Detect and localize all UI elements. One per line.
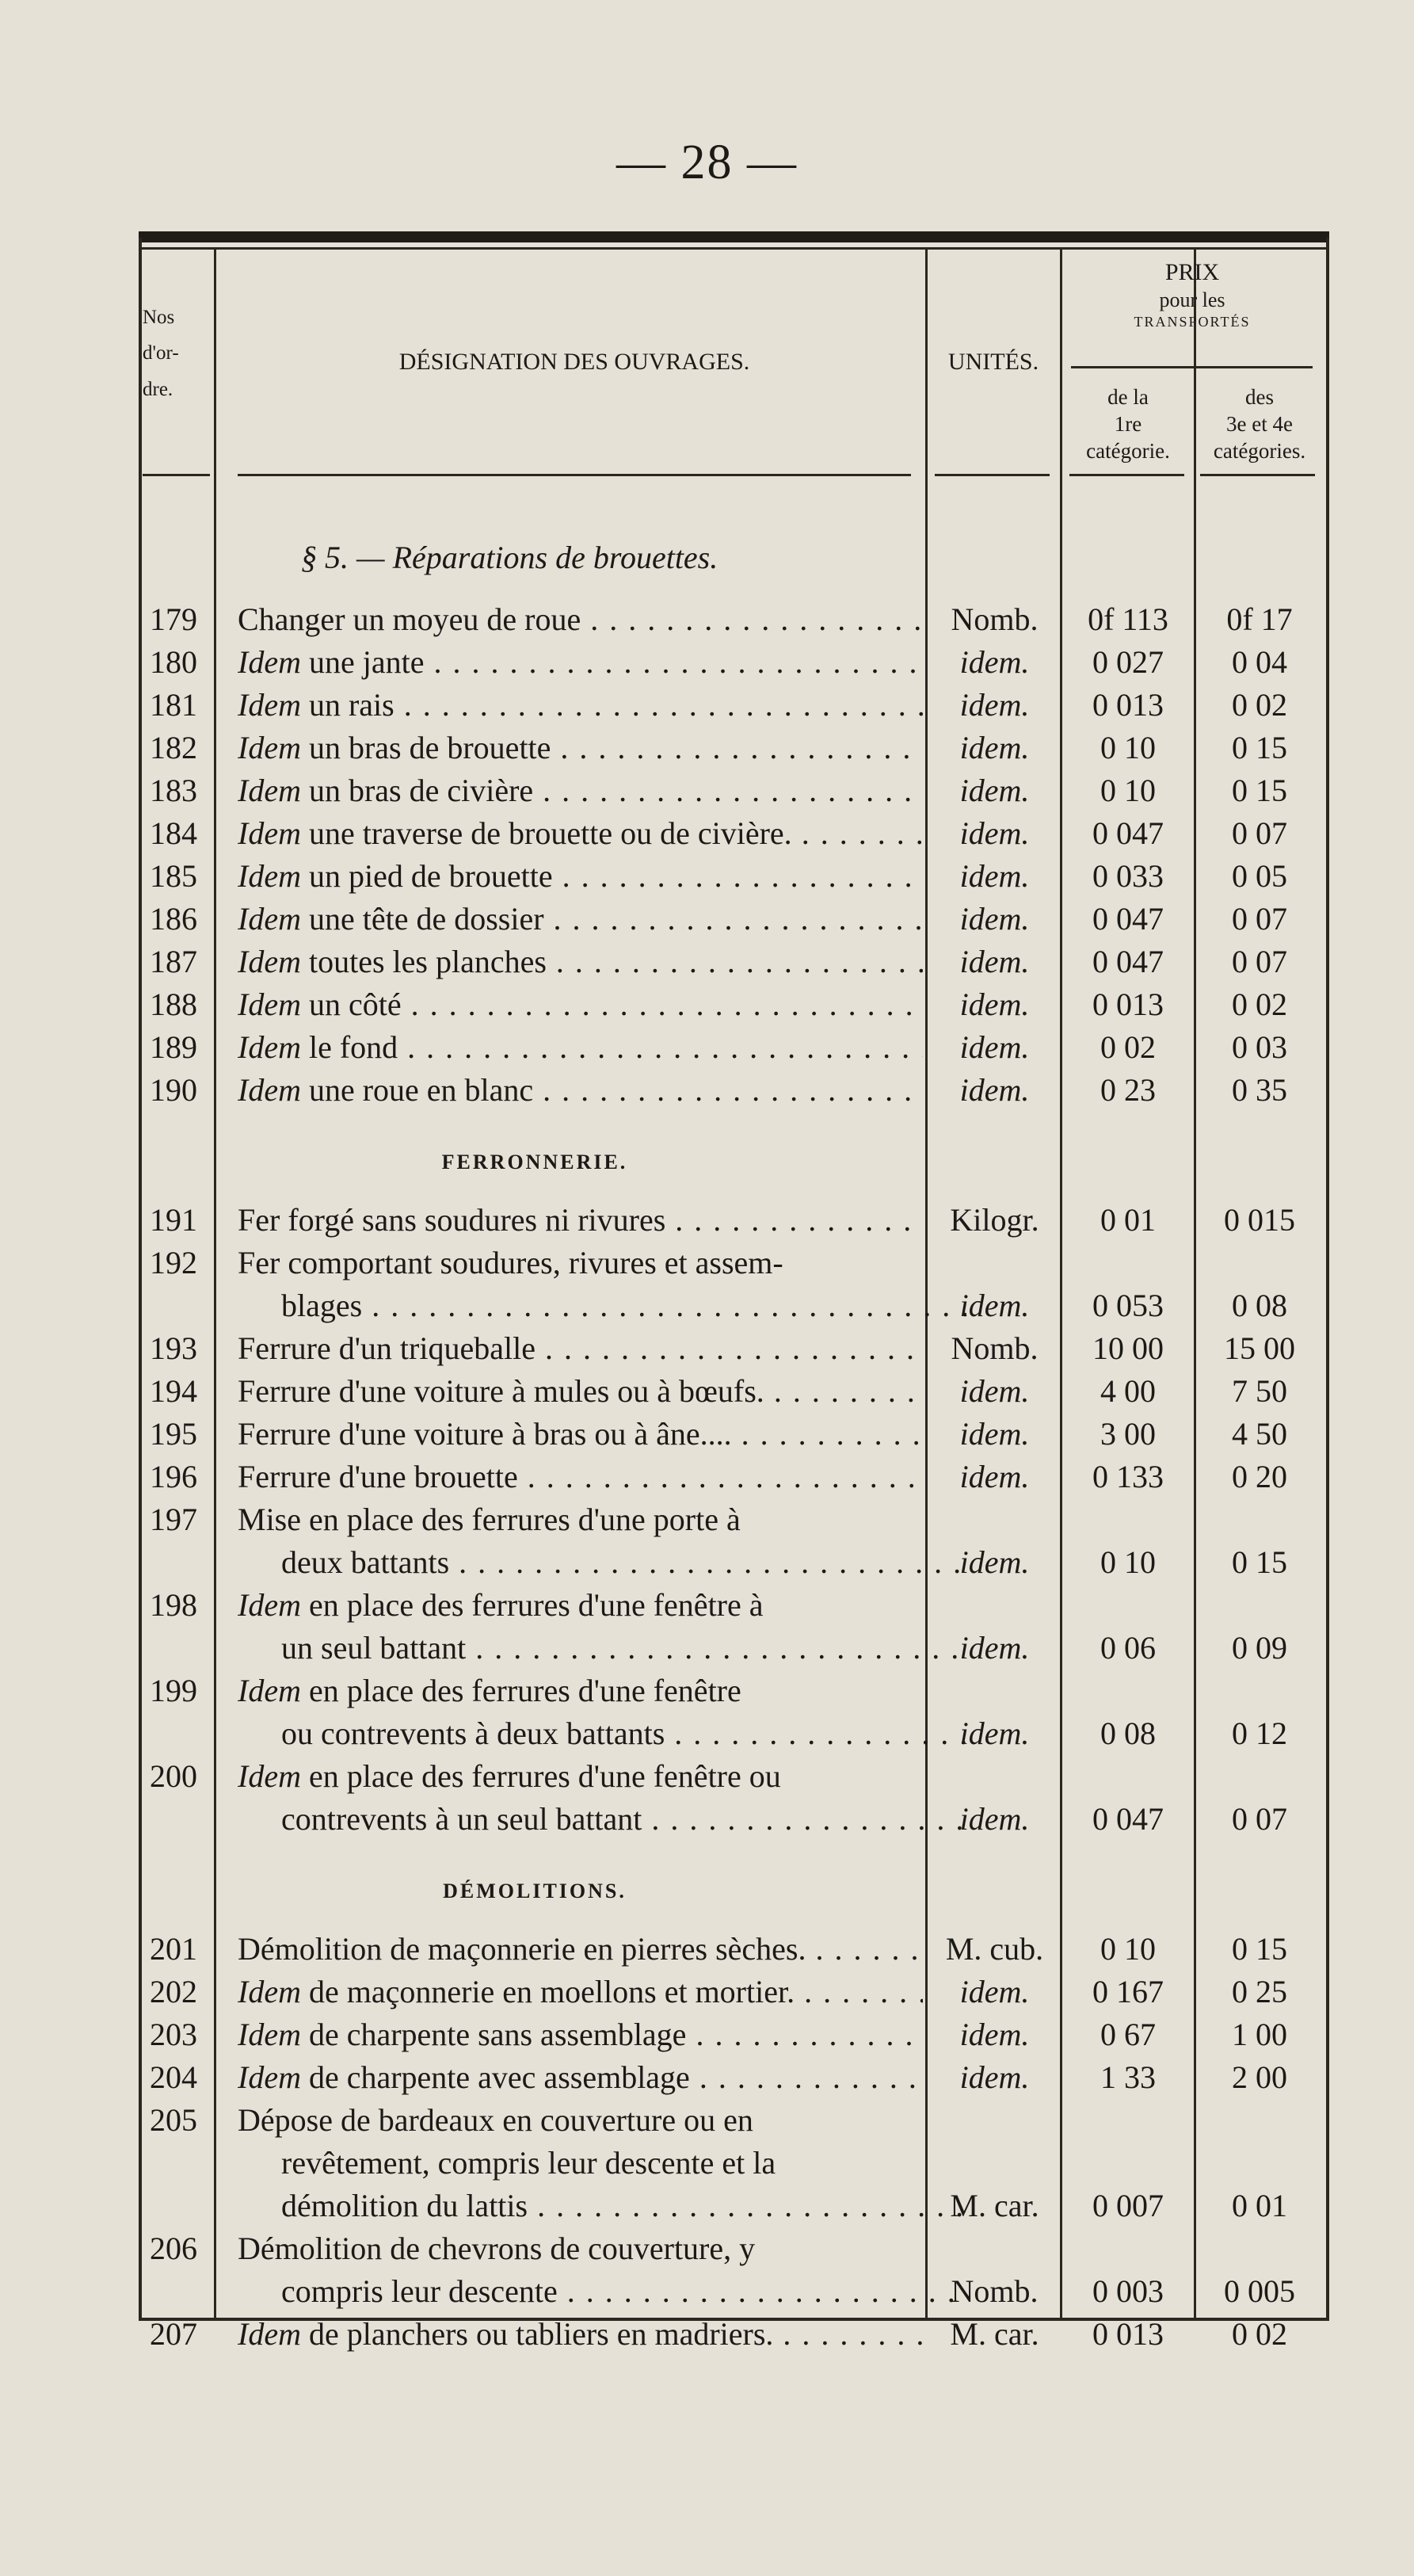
row-unit: idem. [959,1459,1030,1494]
price-cat1: 0 10 [1100,773,1156,808]
group-title-ferronnerie: FERRONNERIE. [441,1151,628,1174]
price-cat2: 0 015 [1224,1202,1295,1238]
group-title-demolitions: DÉMOLITIONS. [443,1880,627,1902]
table-row [139,1330,1327,1368]
row-designation [238,900,923,937]
price-cat2: 0 35 [1232,1072,1287,1108]
table-row [139,1071,1327,1109]
header-designation: DÉSIGNATION DES OUVRAGES. [398,349,750,375]
price-cat2: 0 20 [1232,1459,1287,1494]
header-cat2-line: des [1245,385,1274,409]
price-cat1: 0 01 [1100,1202,1156,1238]
row-designation [238,2273,966,2310]
table-row [139,2273,1327,2311]
designation-text: une roue en blanc . . . [309,1072,923,1108]
row-unit: idem. [959,1072,1030,1108]
idem-label: Idem [238,1758,309,1794]
table-row [139,2315,1327,2353]
header-brace-rule [1071,366,1313,368]
table-row [139,601,1327,639]
table-row [139,1715,1327,1753]
price-cat2: 0 07 [1232,815,1287,851]
designation-text: une traverse de brouette ou de civière. . . . [309,815,923,851]
header-cat2-line: catégories. [1213,438,1306,463]
designation-text: Démolition de maçonnerie en pierres sèches. . . . [238,1931,923,1967]
designation-text: Mise en place des ferrures d'une porte à [238,1502,741,1537]
header-prix-caps: TRANSPORTÉS [1134,314,1251,330]
designation-text: Fer forgé sans soudures ni rivures . . . [238,1202,923,1238]
row-number: 192 [150,1245,197,1280]
price-cat2: 0 01 [1232,2188,1287,2223]
price-cat1: 0 167 [1092,1974,1164,2009]
row-number: 201 [150,1931,197,1967]
row-unit: idem. [959,815,1030,851]
table-row [139,1800,1327,1838]
designation-text: Ferrure d'une voiture à mules ou à bœufs. . . . [238,1373,923,1409]
table-row [139,900,1327,938]
row-number: 187 [150,944,197,979]
row-unit: M. car. [950,2188,1039,2223]
row-number: 184 [150,815,197,851]
row-designation [238,1372,923,1410]
row-number: 197 [150,1502,197,1537]
price-cat1: 0 06 [1100,1630,1156,1666]
row-designation [238,1415,923,1452]
row-unit: Nomb. [951,2273,1039,2309]
designation-text: contrevents à un seul battant . . . [281,1801,966,1837]
row-number: 191 [150,1202,197,1238]
row-unit: Nomb. [951,601,1039,637]
table-row [139,2230,1327,2268]
table-row [139,1629,1327,1667]
price-cat2: 4 50 [1232,1416,1287,1452]
price-cat1: 0 08 [1100,1715,1156,1751]
price-cat1: 0 013 [1092,987,1164,1022]
row-unit: idem. [959,1029,1030,1065]
row-number: 189 [150,1029,197,1065]
table-row [139,2101,1327,2139]
price-cat1: 0 013 [1092,2316,1164,2352]
price-cat2: 0 08 [1232,1288,1287,1323]
row-designation [238,2101,923,2139]
row-number: 203 [150,2017,197,2052]
page-number: — 28 — [616,135,798,189]
designation-text: Démolition de chevrons de couverture, y [238,2231,756,2266]
table-row [139,2016,1327,2054]
header-prix-subtitle: pour les [1159,288,1225,311]
designation-text: un bras de civière . . . [309,773,923,808]
designation-text: compris leur descente . . . [281,2273,966,2309]
price-cat2: 0 09 [1232,1630,1287,1666]
table-row [139,772,1327,810]
row-unit: idem. [959,2017,1030,2052]
row-designation [238,2230,923,2267]
idem-label: Idem [238,2059,309,2095]
row-unit: idem. [959,1715,1030,1751]
header-cat1 [1061,384,1195,464]
row-designation [238,1501,923,1538]
row-designation [238,1544,966,1581]
price-cat2: 0 15 [1232,773,1287,808]
row-designation [238,1672,923,1709]
price-cat2: 0 02 [1232,2316,1287,2352]
row-designation [238,857,923,895]
table-row [139,1372,1327,1410]
table-row [139,815,1327,853]
idem-label: Idem [238,815,309,851]
designation-text: en place des ferrures d'une fenêtre à [308,1587,764,1623]
row-number: 206 [150,2231,197,2266]
designation-text: en place des ferrures d'une fenêtre ou [308,1758,781,1794]
header-cat1-line: catégorie. [1086,438,1170,463]
table-row [139,1287,1327,1325]
row-designation [238,2059,923,2096]
designation-text: de charpente sans assemblage . . . [309,2017,923,2052]
row-unit: idem. [959,1373,1030,1409]
price-cat1: 0 013 [1092,687,1164,723]
row-unit: Nomb. [951,1330,1039,1366]
designation-text: revêtement, compris leur descente et la [281,2145,776,2181]
row-number: 190 [150,1072,197,1108]
designation-text: en place des ferrures d'une fenêtre [308,1673,741,1708]
row-designation [238,1930,923,1967]
idem-label: Idem [238,901,309,937]
row-designation [238,1800,966,1838]
table-row [139,1757,1327,1796]
row-designation [238,601,923,638]
row-designation [238,1330,923,1367]
designation-text: Ferrure d'un triqueballe . . . [238,1330,923,1366]
row-designation [238,1201,923,1238]
price-cat1: 0 033 [1092,858,1164,894]
row-number: 179 [150,601,197,637]
row-designation [238,986,923,1023]
table-row [139,1586,1327,1624]
idem-label: Idem [238,1029,309,1065]
designation-text: une tête de dossier . . . [309,901,923,937]
header-cat1-line: 1re [1114,411,1142,436]
designation-text: une jante . . . [309,644,923,680]
price-cat1: 0f 113 [1088,601,1168,637]
table-row [139,2059,1327,2097]
designation-text: de charpente avec assemblage . . . [309,2059,923,2095]
price-cat1: 0 10 [1100,1544,1156,1580]
row-unit: idem. [959,858,1030,894]
idem-label: Idem [238,987,309,1022]
row-designation [238,1028,923,1066]
header-underline [143,474,210,476]
row-unit: idem. [959,730,1030,765]
idem-label: Idem [238,1974,309,2009]
table-row [139,1672,1327,1710]
table-row [139,2187,1327,2225]
row-number: 202 [150,1974,197,2009]
designation-text: Ferrure d'une brouette . . . [238,1459,923,1494]
price-cat1: 0 027 [1092,644,1164,680]
designation-text: un bras de brouette . . . [309,730,923,765]
row-number: 195 [150,1416,197,1452]
price-cat2: 0 12 [1232,1715,1287,1751]
price-cat2: 0 07 [1232,1801,1287,1837]
idem-label: Idem [238,644,309,680]
designation-text: Fer comportant soudures, rivures et assem- [238,1245,783,1280]
idem-label: Idem [238,687,309,723]
idem-label: Idem [238,773,309,808]
header-num-col [143,305,210,402]
header-num-line: Nos [143,307,175,328]
header-prix-title: PRIX [1164,259,1220,285]
price-cat2: 0 25 [1232,1974,1287,2009]
table-row [139,2144,1327,2182]
idem-label: Idem [238,1072,309,1108]
row-designation [238,1244,923,1281]
row-unit: idem. [959,944,1030,979]
row-unit: idem. [959,2059,1030,2095]
row-number: 193 [150,1330,197,1366]
table-row [139,857,1327,895]
price-cat1: 1 33 [1100,2059,1156,2095]
row-unit: idem. [959,1630,1030,1666]
designation-text: blages . . . [281,1288,966,1323]
row-unit: idem. [959,901,1030,937]
price-cat1: 0 003 [1092,2273,1164,2309]
header-underline [1069,474,1184,476]
row-number: 198 [150,1587,197,1623]
table-row [139,1973,1327,2011]
row-number: 186 [150,901,197,937]
table-row [139,686,1327,724]
price-cat2: 0 07 [1232,944,1287,979]
row-number: 199 [150,1673,197,1708]
table-row [139,1930,1327,1968]
price-cat1: 0 047 [1092,1801,1164,1837]
price-cat1: 0 133 [1092,1459,1164,1494]
designation-text: de maçonnerie en moellons et mortier. . . . [309,1974,923,2009]
row-designation [238,686,923,723]
row-designation [238,1071,923,1109]
row-designation [238,729,923,766]
table-row [139,729,1327,767]
designation-text: deux battants . . . [281,1544,966,1580]
header-cat2-line: 3e et 4e [1226,411,1293,436]
price-cat2: 0 15 [1232,1544,1287,1580]
row-number: 207 [150,2316,197,2352]
row-number: 181 [150,687,197,723]
price-cat1: 0 23 [1100,1072,1156,1108]
row-designation [238,643,923,681]
row-unit: idem. [959,1544,1030,1580]
header-cat1-line: de la [1107,385,1149,409]
idem-label: Idem [238,730,309,765]
row-unit: idem. [959,773,1030,808]
row-unit: M. car. [950,2316,1039,2352]
row-number: 204 [150,2059,197,2095]
price-cat1: 0 67 [1100,2017,1156,2052]
price-cat1: 0 047 [1092,944,1164,979]
row-unit: idem. [959,1288,1030,1323]
row-designation [238,1629,966,1666]
header-num-line: dre. [143,378,173,400]
row-designation [238,2315,923,2353]
designation-text: un côté . . . [309,987,923,1022]
designation-text: un rais . . . [309,687,923,723]
price-cat2: 7 50 [1232,1373,1287,1409]
designation-text: démolition du lattis . . . [281,2188,966,2223]
price-cat2: 0 07 [1232,901,1287,937]
row-number: 194 [150,1373,197,1409]
row-unit: Kilogr. [950,1202,1039,1238]
price-cat1: 4 00 [1100,1373,1156,1409]
designation-text: Dépose de bardeaux en couverture ou en [238,2102,753,2138]
row-number: 180 [150,644,197,680]
price-cat2: 0f 17 [1226,601,1293,637]
idem-label: Idem [238,944,309,979]
row-designation [238,2187,966,2224]
price-cat1: 0 02 [1100,1029,1156,1065]
row-designation [238,1458,923,1495]
table-row [139,643,1327,681]
table-row [139,1501,1327,1539]
header-num-line: d'or- [143,342,179,364]
price-cat1: 0 047 [1092,901,1164,937]
designation-text: Changer un moyeu de roue . . . [238,601,923,637]
price-cat2: 15 00 [1224,1330,1295,1366]
row-number: 183 [150,773,197,808]
row-number: 205 [150,2102,197,2138]
price-cat2: 1 00 [1232,2017,1287,2052]
designation-text: de planchers ou tabliers en madriers. . . . [309,2316,923,2352]
price-cat2: 0 02 [1232,687,1287,723]
row-unit: M. cub. [945,1931,1044,1967]
section-title: § 5. — Réparations de brouettes. [301,540,718,575]
table-row [139,1244,1327,1282]
row-designation [238,772,923,809]
designation-text: un pied de brouette . . . [309,858,923,894]
row-designation [238,1586,923,1624]
price-cat1: 3 00 [1100,1416,1156,1452]
price-cat2: 2 00 [1232,2059,1287,2095]
price-cat1: 10 00 [1092,1330,1164,1366]
header-prix [1061,258,1323,331]
designation-text: toutes les planches . . . [309,944,923,979]
price-cat2: 0 03 [1232,1029,1287,1065]
row-designation [238,1757,923,1795]
row-number: 188 [150,987,197,1022]
price-cat2: 0 005 [1224,2273,1295,2309]
row-unit: idem. [959,644,1030,680]
price-cat1: 0 047 [1092,815,1164,851]
table-row [139,986,1327,1024]
price-cat2: 0 02 [1232,987,1287,1022]
price-cat1: 0 10 [1100,1931,1156,1967]
designation-text: Ferrure d'une voiture à bras ou à âne.... . . . [238,1416,923,1452]
idem-label: Idem [238,858,309,894]
price-cat1: 0 007 [1092,2188,1164,2223]
row-unit: idem. [959,687,1030,723]
row-designation [238,2016,923,2053]
row-unit: idem. [959,1801,1030,1837]
header-cat2 [1196,384,1323,464]
row-designation [238,1973,923,2010]
designation-text: ou contrevents à deux battants . . . [281,1715,966,1751]
row-number: 182 [150,730,197,765]
row-designation [238,1287,966,1324]
table-row [139,1028,1327,1067]
price-cat2: 0 04 [1232,644,1287,680]
idem-label: Idem [238,2017,309,2052]
row-unit: idem. [959,1974,1030,2009]
row-number: 185 [150,858,197,894]
row-designation [238,815,923,852]
table-row [139,1201,1327,1239]
idem-label: Idem [238,1587,309,1623]
table-row [139,1415,1327,1453]
row-number: 200 [150,1758,197,1794]
price-cat1: 0 10 [1100,730,1156,765]
header-underline [935,474,1050,476]
price-cat2: 0 15 [1232,730,1287,765]
row-designation [238,943,923,980]
table-row [139,943,1327,981]
idem-label: Idem [238,1673,309,1708]
price-cat1: 0 053 [1092,1288,1164,1323]
table-row [139,1544,1327,1582]
header-unites: UNITÉS. [947,349,1039,375]
price-cat2: 0 15 [1232,1931,1287,1967]
designation-text: un seul battant . . . [281,1630,966,1666]
idem-label: Idem [238,2316,309,2352]
designation-text: le fond . . . [309,1029,923,1065]
row-designation [238,2144,966,2181]
price-cat2: 0 05 [1232,858,1287,894]
row-unit: idem. [959,987,1030,1022]
row-designation [238,1715,966,1752]
table-row [139,1458,1327,1496]
row-number: 196 [150,1459,197,1494]
header-underline [238,474,911,476]
header-underline [1200,474,1315,476]
row-unit: idem. [959,1416,1030,1452]
